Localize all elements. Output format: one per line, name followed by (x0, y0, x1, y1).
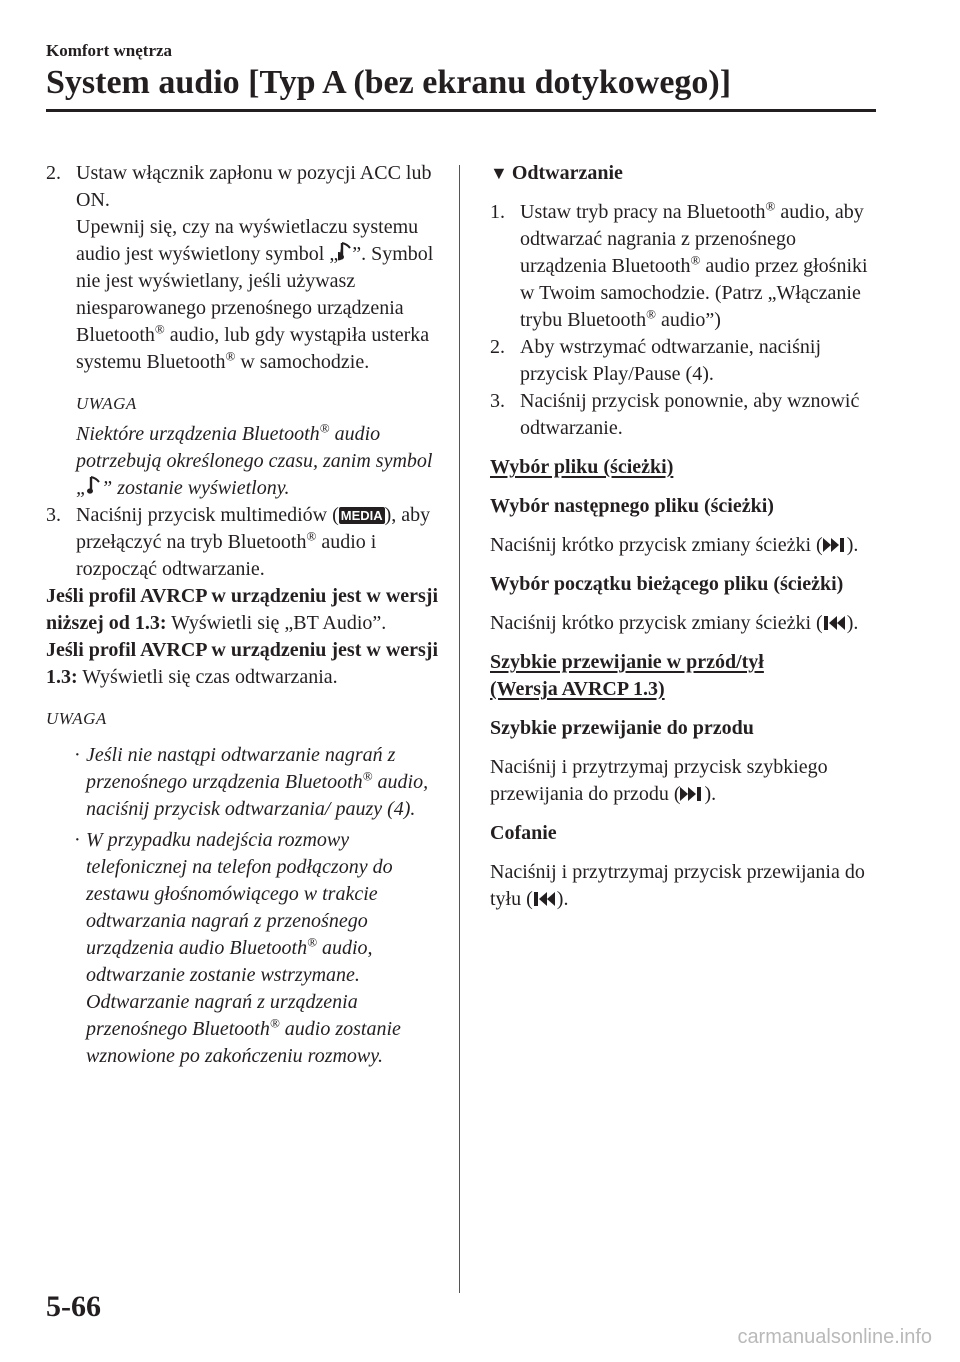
triangle-icon: ▼ (490, 163, 508, 183)
next-file-heading: Wybór następnego pliku (ścieżki) (490, 495, 774, 517)
left-column (46, 160, 438, 1070)
note-2: UWAGA · Jeśli nie nastąpi odtwarzanie nagrań z przenośnego urządzenia Bluetooth® audio, naciśnij przycisk odtwarzania/ pauzy (4). · W przypadku nadejścia rozmowy telefonicznej na telefon podłączony do zestawu głośnomówiącego w trakcie odtwarzania nagrań z przenośnego urządzenia audio Bluetooth® audio, odtwarzanie zostanie wstrzymane. Odtwarzanie nagrań z urządzenia przenośnego Bluetooth® audio zostanie wznowione po zakończeniu rozmowy. (46, 705, 438, 1070)
step-2 (46, 160, 438, 376)
media-button-icon: MEDIA (340, 508, 383, 523)
note-2-bullet-1: · Jeśli nie nastąpi odtwarzanie nagrań z przenośnego urządzenia Bluetooth® audio, naciśnij przycisk odtwarzania/ pauzy (4). (74, 744, 429, 820)
section-label: Komfort wnętrza (46, 41, 173, 60)
fast-forward-heading: Szybkie przewijanie do przodu (490, 717, 754, 739)
track-down-icon (823, 615, 847, 631)
playback-heading: ▼ Odtwarzanie (490, 162, 623, 184)
step-number: 2. (46, 162, 61, 184)
rewind-icon (533, 891, 557, 907)
step-3-text: Naciśnij przycisk multimediów ( MEDIA ), aby przełączyć na tryb Bluetooth® audio i rozpocząć odtwarzanie. (76, 504, 431, 580)
start-file-heading: Wybór początku bieżącego pliku (ścieżki) (490, 573, 844, 595)
fast-forward-text: Naciśnij i przytrzymaj przycisk szybkiego przewijania do przodu ( ). (490, 756, 828, 805)
start-file-text: Naciśnij krótko przycisk zmiany ścieżki ( ). (490, 612, 859, 634)
next-file-text: Naciśnij krótko przycisk zmiany ścieżki ( ). (490, 534, 859, 556)
note-2-bullet-2: · W przypadku nadejścia rozmowy telefonicznej na telefon podłączony do zestawu głośnomówiącego w trakcie odtwarzania nagrań z przenośnego urządzenia audio Bluetooth® audio, odtwarzanie zostanie wstrzymane. Odtwarzanie nagrań z urządzenia przenośnego Bluetooth® audio zostanie wznowione po zakończeniu rozmowy. (74, 829, 401, 1067)
step-2-text-1: Ustaw włącznik zapłonu w pozycji ACC lub ON. (76, 162, 432, 211)
page-header (46, 40, 876, 103)
bluetooth-audio-icon (338, 242, 352, 262)
fast-forward-icon (680, 786, 704, 802)
watermark: carmanualsonline.info (737, 1326, 932, 1348)
rewind-text: Naciśnij i przytrzymaj przycisk przewijania do tyłu ( ). (490, 861, 865, 910)
page-title: System audio [Typ A (bez ekranu dotykowego)] (46, 64, 732, 101)
rewind-heading: Cofanie (490, 822, 557, 844)
playback-step-1: 1. Ustaw tryb pracy na Bluetooth® audio, aby odtwarzać nagrania z przenośnego urządzenia Bluetooth® audio przez głośniki w Twoim samochodzie. (Patrz „Włączanie trybu Bluetooth® audio”) (490, 198, 868, 331)
note-label: UWAGA (76, 394, 137, 413)
fast-forward-title-2: (Wersja AVRCP 1.3) (490, 678, 665, 700)
note-1-text: Niektóre urządzenia Bluetooth® audio potrzebują określonego czasu, zanim symbol „ ” zostanie wyświetlony. (76, 420, 433, 499)
fast-forward-title-1: Szybkie przewijanie w przód/tył (490, 651, 764, 673)
note-1 (76, 390, 438, 502)
header-rule (46, 109, 876, 112)
playback-step-3: 3. Naciśnij przycisk ponownie, aby wznowić odtwarzanie. (490, 390, 860, 439)
right-column (490, 160, 878, 913)
playback-step-2: 2. Aby wstrzymać odtwarzanie, naciśnij przycisk Play/Pause (4). (490, 336, 822, 385)
bluetooth-audio-icon (87, 476, 101, 496)
file-select-title: Wybór pliku (ścieżki) (490, 456, 674, 478)
track-up-icon (823, 537, 847, 553)
avrcp-low-version: Jeśli profil AVRCP w urządzeniu jest w wersji niższej od 1.3: Wyświetli się „BT Audio”. (46, 585, 439, 634)
column-divider (459, 165, 460, 1293)
step-2-text-2: Upewnij się, czy na wyświetlaczu systemu audio jest wyświetlony symbol „ ”. Symbol nie jest wyświetlany, jeśli używasz niesparowanego przenośnego urządzenia Bluetooth® audio, lub gdy wystąpiła usterka systemu Bluetooth® w samochodzie. (76, 216, 434, 373)
avrcp-1-3-version: Jeśli profil AVRCP w urządzeniu jest w wersji 1.3: Wyświetli się czas odtwarzania. (46, 639, 439, 688)
page-number: 5-66 (46, 1290, 101, 1323)
step-3: 3. Naciśnij przycisk multimediów ( MEDIA ), aby przełączyć na tryb Bluetooth® audio i rozpocząć odtwarzanie. (46, 502, 438, 583)
